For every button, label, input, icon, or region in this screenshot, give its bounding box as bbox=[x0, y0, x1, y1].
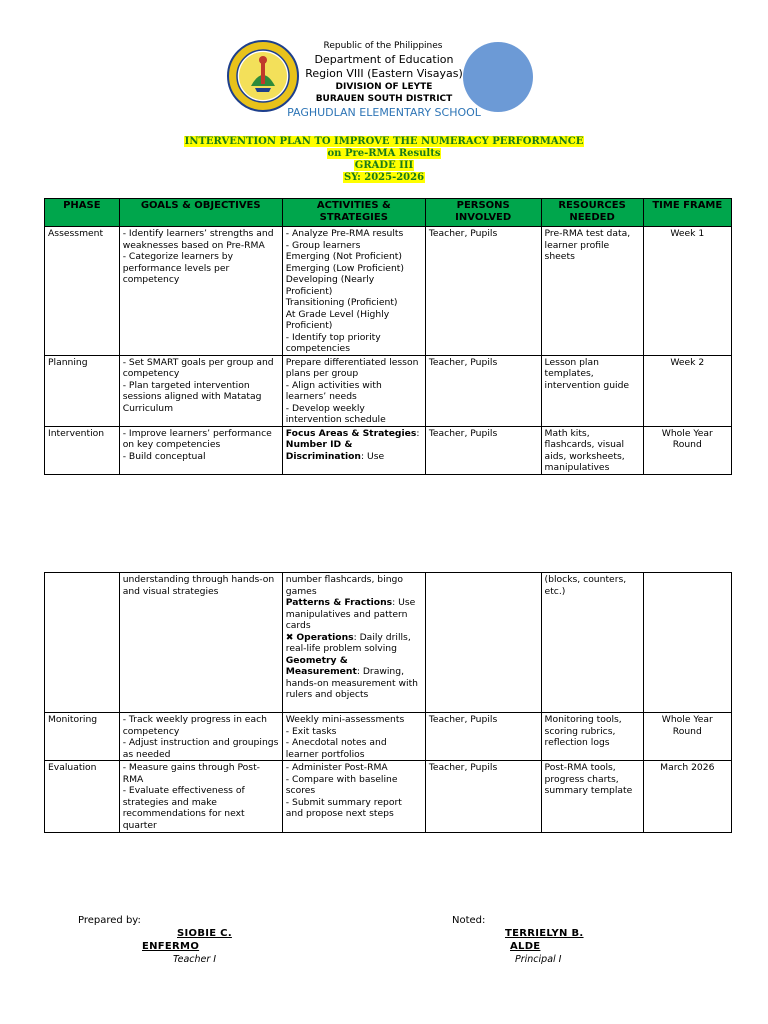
activities-cell: Weekly mini-assessments - Exit tasks - Anecdotal notes and learner portfolios bbox=[282, 713, 425, 761]
activities-cell: Focus Areas & Strategies: Number ID & Discrimination: Use bbox=[282, 426, 425, 474]
prepared-by-label: Prepared by: bbox=[78, 915, 141, 926]
header-phase: PHASE bbox=[45, 199, 120, 227]
prepared-by-role: Teacher I bbox=[173, 954, 217, 965]
persons-cell: Teacher, Pupils bbox=[425, 426, 541, 474]
operations-icon: ✖ bbox=[285, 631, 294, 643]
time-frame-cell: March 2026 bbox=[643, 761, 731, 833]
header-persons: PERSONS INVOLVED bbox=[425, 199, 541, 227]
intervention-plan-table bbox=[44, 198, 732, 475]
noted-name-2: ALDE bbox=[510, 941, 541, 952]
intervention-plan-table-continued bbox=[44, 572, 732, 833]
header-time-frame: TIME FRAME bbox=[643, 199, 731, 227]
district-line: BURAUEN SOUTH DISTRICT bbox=[315, 94, 453, 104]
division-line: DIVISION OF LEYTE bbox=[335, 82, 433, 92]
table-row-intervention-cont bbox=[45, 573, 732, 713]
persons-cell: Teacher, Pupils bbox=[425, 713, 541, 761]
title-line-2: on Pre-RMA Results bbox=[327, 148, 441, 159]
activities-cell: - Analyze Pre-RMA results - Group learners Emerging (Not Proficient) Emerging (Low Proficient) Developing (Nearly Proficient) Transitioning (Proficient) At Grade Level (Highly Proficient) - Identify top priority competencies bbox=[282, 227, 425, 356]
phase-cell: Evaluation bbox=[45, 761, 120, 833]
republic-line: Republic of the Philippines bbox=[323, 41, 443, 51]
title-line-3: GRADE III bbox=[354, 160, 414, 171]
header-activities: ACTIVITIES & STRATEGIES bbox=[282, 199, 425, 227]
table-row-assessment bbox=[45, 227, 732, 356]
noted-label: Noted: bbox=[452, 915, 486, 926]
resources-cell: Math kits, flashcards, visual aids, worksheets, manipulatives bbox=[541, 426, 643, 474]
noted-name-1: TERRIELYN B. bbox=[505, 928, 584, 939]
goals-cell: understanding through hands-on and visual strategies bbox=[119, 573, 282, 713]
phase-cell: Planning bbox=[45, 355, 120, 426]
resources-cell: Pre-RMA test data, learner profile sheets bbox=[541, 227, 643, 356]
title-line-4: SY: 2025-2026 bbox=[343, 172, 425, 183]
persons-cell: Teacher, Pupils bbox=[425, 227, 541, 356]
goals-cell: - Identify learners’ strengths and weaknesses based on Pre-RMA - Categorize learners by performance levels per competency bbox=[119, 227, 282, 356]
phase-cell: Assessment bbox=[45, 227, 120, 356]
phase-cell: Monitoring bbox=[45, 713, 120, 761]
persons-cell: Teacher, Pupils bbox=[425, 355, 541, 426]
activities-cell: - Administer Post-RMA - Compare with baseline scores - Submit summary report and propose next steps bbox=[282, 761, 425, 833]
phase-cell: Intervention bbox=[45, 426, 120, 474]
time-frame-cell: Week 2 bbox=[643, 355, 731, 426]
region-line: Region VIII (Eastern Visayas) bbox=[305, 67, 463, 80]
goals-cell: - Track weekly progress in each competency - Adjust instruction and groupings as needed bbox=[119, 713, 282, 761]
time-frame-cell: Whole Year Round bbox=[643, 713, 731, 761]
noted-role: Principal I bbox=[515, 954, 562, 965]
prepared-by-name-1: SIOBIE C. bbox=[177, 928, 232, 939]
resources-cell: Post-RMA tools, progress charts, summary template bbox=[541, 761, 643, 833]
persons-cell: Teacher, Pupils bbox=[425, 761, 541, 833]
resources-cell: (blocks, counters, etc.) bbox=[541, 573, 643, 713]
goals-cell: - Improve learners’ performance on key competencies - Build conceptual bbox=[119, 426, 282, 474]
table-row-monitoring bbox=[45, 713, 732, 761]
table-row-planning bbox=[45, 355, 732, 426]
activities-cell: number flashcards, bingo games Patterns & Fractions: Use manipulatives and pattern cards ✖ Operations: Daily drills, real-life problem solving Geometry & Measurement: Drawing, hands-on measurement with rulers and objects bbox=[282, 573, 425, 713]
resources-cell: Monitoring tools, scoring rubrics, reflection logs bbox=[541, 713, 643, 761]
persons-cell bbox=[425, 573, 541, 713]
table-row-intervention bbox=[45, 426, 732, 474]
time-frame-cell bbox=[643, 573, 731, 713]
time-frame-cell: Whole Year Round bbox=[643, 426, 731, 474]
header-goals: GOALS & OBJECTIVES bbox=[119, 199, 282, 227]
table-header-row bbox=[45, 199, 732, 227]
goals-cell: - Measure gains through Post-RMA - Evaluate effectiveness of strategies and make recommendations for next quarter bbox=[119, 761, 282, 833]
prepared-by-name-2: ENFERMO bbox=[142, 941, 200, 952]
header-resources: RESOURCES NEEDED bbox=[541, 199, 643, 227]
activities-cell: Prepare differentiated lesson plans per group - Align activities with learners’ needs - Develop weekly intervention schedule bbox=[282, 355, 425, 426]
department-line: Department of Education bbox=[314, 53, 454, 66]
goals-cell: - Set SMART goals per group and competency - Plan targeted intervention sessions aligned with Matatag Curriculum bbox=[119, 355, 282, 426]
title-line-1: INTERVENTION PLAN TO IMPROVE THE NUMERACY PERFORMANCE bbox=[184, 136, 584, 147]
resources-cell: Lesson plan templates, intervention guide bbox=[541, 355, 643, 426]
time-frame-cell: Week 1 bbox=[643, 227, 731, 356]
phase-cell bbox=[45, 573, 120, 713]
table-row-evaluation bbox=[45, 761, 732, 833]
school-name: PAGHUDLAN ELEMENTARY SCHOOL bbox=[287, 106, 481, 119]
